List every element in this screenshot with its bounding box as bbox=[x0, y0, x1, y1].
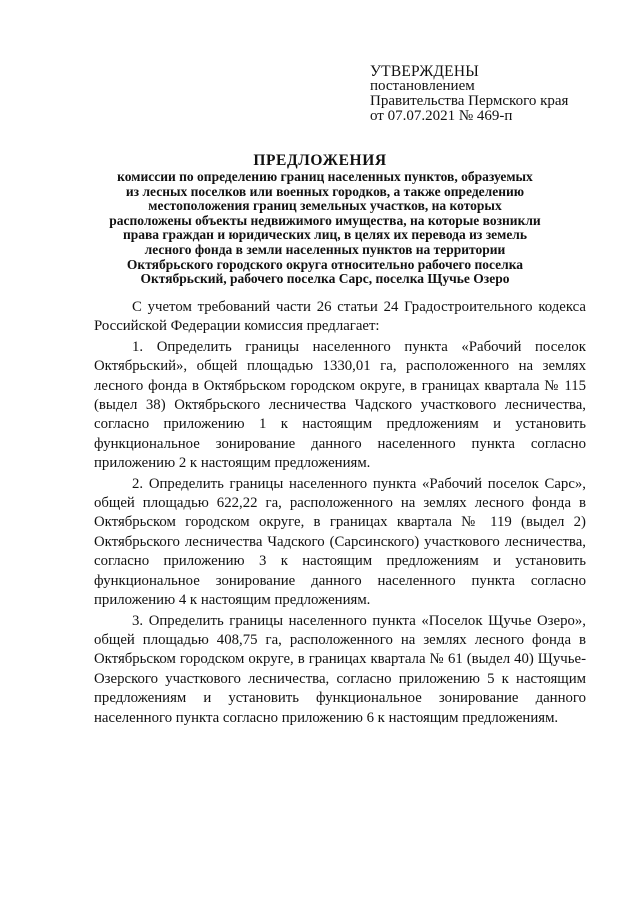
approval-stamp bbox=[370, 64, 568, 124]
subtitle-line: права граждан и юридических лиц, в целях их перевода из земель bbox=[122, 227, 528, 243]
subtitle-line: местоположения границ земельных участков, на которых bbox=[148, 198, 502, 214]
approval-heading: УТВЕРЖДЕНЫ bbox=[370, 63, 479, 80]
approval-date: от 07.07.2021 № 469-п bbox=[370, 108, 513, 124]
subtitle-line: комиссии по определению границ населенных пунктов, образуемых bbox=[117, 169, 533, 184]
approval-line: Правительства Пермского края bbox=[370, 93, 569, 109]
subtitle-line: из лесных поселков или военных городков, а также определению bbox=[125, 183, 525, 199]
document-subtitle bbox=[80, 170, 570, 287]
subtitle-line: лесного фонда в земли населенных пунктов на территории bbox=[144, 241, 506, 257]
item-paragraph: 2. Определить границы населенного пункта «Рабочий поселок Сарс», общей площадью 622,22 га, расположенного на землях лесного фонда в Октябрьском городском округе, в границах квартала № 119 (выдел 2) Октябрьского лесничества Чадского (Сарсинского) участкового лесничества, согласно приложению 3 к настоящим предложениям и установить функциональное зонирование данного населенного пункта согласно приложению 4 к настоящим предложениям. bbox=[94, 475, 586, 609]
subtitle-line: Октябрьский, рабочего поселка Сарс, поселка Щучье Озеро bbox=[140, 271, 510, 287]
item-paragraph: 1. Определить границы населенного пункта «Рабочий поселок Октябрьский», общей площадью 1330,01 га, расположенного на землях лесного фонда в Октябрьском городском округе, в границах квартала № 115 (выдел 38) Октябрьского лесничества Чадского участкового лесничества, согласно приложению 1 к настоящим предложениям и установить функциональное зонирование данного населенного пункта согласно приложению 2 к настоящим предложениям. bbox=[94, 338, 586, 472]
approval-line: постановлением bbox=[370, 78, 475, 94]
document-title: ПРЕДЛОЖЕНИЯ bbox=[253, 152, 387, 169]
subtitle-line: расположены объекты недвижимого имущества, на которые возникли bbox=[109, 212, 541, 228]
subtitle-line: Октябрьского городского округа относительно рабочего поселка bbox=[126, 256, 524, 272]
intro-paragraph: С учетом требований части 26 статьи 24 Градостроительного кодекса Российской Федерации комиссия предлагает: bbox=[94, 299, 586, 335]
document-body bbox=[94, 298, 586, 728]
item-paragraph: 3. Определить границы населенного пункта «Поселок Щучье Озеро», общей площадью 408,75 га, расположенного на землях лесного фонда в Октябрьском городском округе, в границах квартала № 61 (выдел 40) Щучье-Озерского участкового лесничества, согласно приложению 5 к настоящим предложениям и установить функциональное зонирование данного населенного пункта согласно приложению 6 к настоящим предложениям. bbox=[94, 612, 586, 726]
